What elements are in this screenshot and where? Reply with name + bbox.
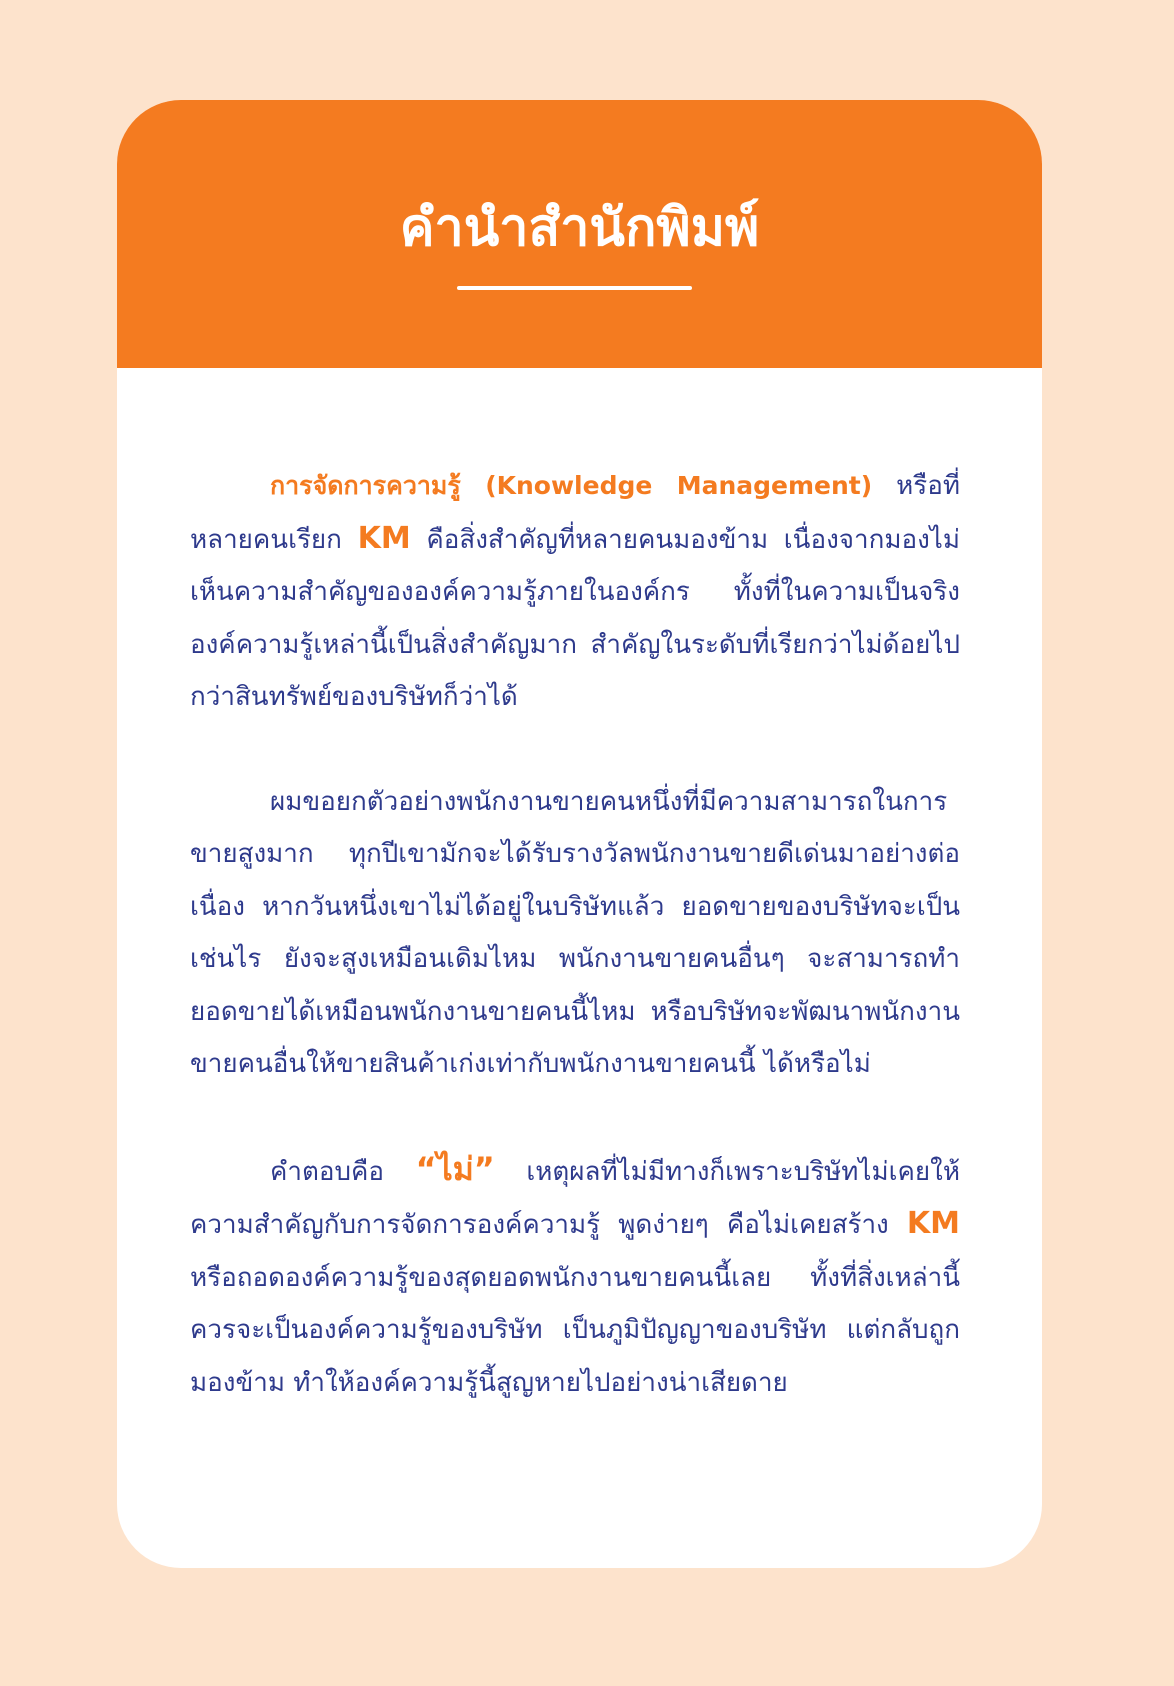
paragraph-1 [190,460,960,724]
paragraph-2 [190,776,960,1091]
km-highlight: KM [906,1206,960,1241]
term-knowledge-management: การจัดการความรู้ (Knowledge Management) [270,471,873,500]
answer-highlight: “ไม่” [415,1149,495,1188]
paragraph-3 [190,1143,960,1410]
paragraph-2-text: ผมขอยกตัวอย่างพนักงานขายคนหนึ่งที่มีความสามารถในการขายสูงมาก ทุกปีเขามักจะได้รับรางวัลพนักงานขายดีเด่นมาอย่างต่อเนื่อง หากวันหนึ่งเขาไม่ได้อยู่ในบริษัทแล้ว ยอดขายของบริษัทจะเป็นเช่นไร ยังจะสูงเหมือนเดิมไหม พนักงานขายคนอื่นๆ จะสามารถทำยอดขายได้เหมือนพนักงานขายคนนี้ไหม หรือบริษัทจะพัฒนาพนักงานขายคนอื่นให้ขายสินค้าเก่งเท่ากับพนักงานขายคนนี้ ได้หรือไม่ [190,786,960,1079]
paragraph-3-text-a: คำตอบคือ [270,1156,416,1187]
card-header [117,100,1042,368]
paragraph-1-text-b: คือสิ่งสำคัญที่หลายคนมองข้าม เนื่องจากมองไม่เห็นความสำคัญขององค์ความรู้ภายในองค์กร ทั้งที่ในความเป็นจริงองค์ความรู้เหล่านี้เป็นสิ่งสำคัญมาก สำคัญในระดับที่เรียกว่าไม่ด้อยไปกว่าสินทรัพย์ของบริษัทก็ว่าได้ [190,524,960,712]
paragraph-3-text-b: เหตุผลที่ไม่มีทางก็เพราะบริษัทไม่เคยให้ความสำคัญกับการจัดการองค์ความรู้ พูดง่ายๆ คือไม่เคยสร้าง [190,1156,960,1240]
km-highlight: KM [357,520,411,556]
paragraph-3-text-c: หรือถอดองค์ความรู้ของสุดยอดพนักงานขายคนนี้เลย ทั้งที่สิ่งเหล่านี้ควรจะเป็นองค์ความรู้ของบริษัท เป็นภูมิปัญญาของบริษัท แต่กลับถูกมองข้าม ทำให้องค์ความรู้นี้สูญหายไปอย่างน่าเสียดาย [190,1262,960,1398]
paragraph-1-text-a: หรือที่หลายคนเรียก [190,471,961,555]
preface-body [190,460,960,1409]
page-title: คำนำสำนักพิมพ์ [399,198,760,258]
preface-card [117,100,1042,1568]
title-underline [457,286,692,290]
